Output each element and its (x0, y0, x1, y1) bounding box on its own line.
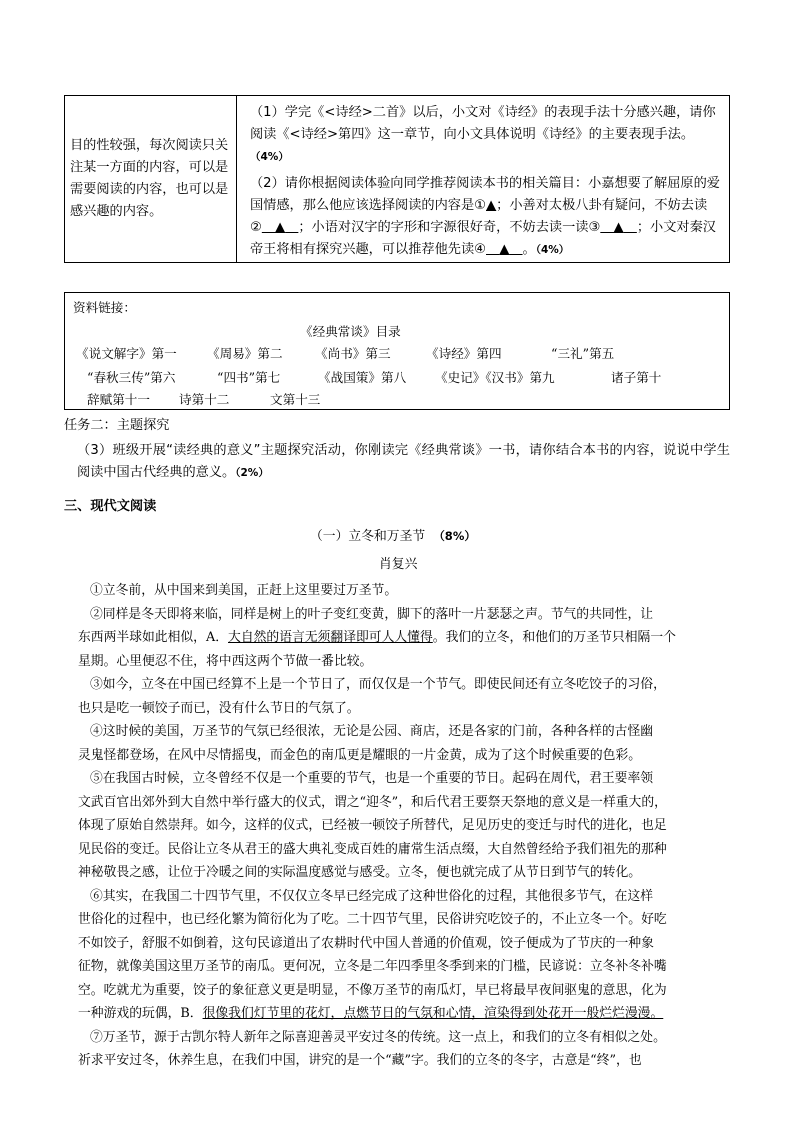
toc-item: 《周易》第二 (207, 346, 283, 361)
article-line: 一种游戏的玩偶，B．很像我们灯节里的花灯，点燃节日的气氛和心情，渲染得到处花开一般烂烂漫漫。 (78, 1006, 664, 1021)
article-line: ⑤在我国古时候，立冬曾经不仅是一个重要的节气，也是一个重要的节日。起码在周代，君王要率领 (90, 771, 654, 786)
toc-item: 《尚书》第三 (315, 346, 391, 361)
underlined-sentence-b: 很像我们灯节里的花灯，点燃节日的气氛和心情，渲染得到处花开一般烂烂漫漫。 (202, 1006, 664, 1021)
question-2-score: （4%） (535, 244, 570, 256)
article-line: ⑥其实，在我国二十四节气里，不仅仅立冬早已经完成了这种世俗化的过程，其他很多节气，在这样 (90, 889, 654, 904)
article-line: ②同样是冬天即将来临，同样是树上的叶子变红变黄，脚下的落叶一片瑟瑟之声。节气的共同性，让 (90, 607, 654, 622)
material-label: 资料链接： (73, 300, 136, 315)
article-line: ⑦万圣节，源于古凯尔特人新年之际喜迎善灵平安过冬的传统。这一点上，和我们的立冬有相似之处。 (90, 1030, 666, 1045)
blank-3[interactable]: ▲ (613, 220, 624, 235)
article-line: 星期。心里便忍不住，将中西这两个节做一番比较。 (78, 654, 373, 669)
article-score: （8%） (433, 529, 476, 543)
toc-item: 《说文解字》第一 (76, 346, 177, 361)
article-line: ③如今，立冬在中国已经算不上是一个节日了，而仅仅是一个节气。即使民间还有立冬吃饺子的习俗， (90, 677, 666, 692)
question-2: （2）请你根据阅读体验向同学推荐阅读本书的相关篇目：小嘉想要了解屈原的爱国情感，那么他应该选择阅读的内容是①▲；小善对太极八卦有疑问，不妨去读② ▲ ；小语对汉字的字形和字源很好奇，不妨去读一读③ ▲ ；小文对秦汉帝王将相有探究兴趣，可以推荐他先读④ ▲ 。（4%） (250, 176, 720, 257)
toc-item: 《史记》《汉书》第九 (435, 370, 555, 385)
article-line: ①立冬前，从中国来到美国，正赶上这里要过万圣节。 (90, 583, 398, 598)
article-line: 见民俗的变迁。民俗让立冬从君王的盛大典礼变成百姓的庸常生活点缀，大自然曾经给予我们祖先的那种 (78, 842, 667, 857)
article-line: 文武百官出郊外到大自然中举行盛大的仪式，谓之“迎冬”，和后代君王要祭天祭地的意义是一样重大的， (78, 795, 667, 810)
toc-item: 辞赋第十一 (87, 392, 150, 407)
question-1-score: （4%） (250, 151, 289, 163)
article-line: ④这时候的美国，万圣节的气氛已经很浓，无论是公园、商店，还是各家的门前，各种各样的古怪幽 (90, 724, 654, 739)
article-line: 世俗化的过程中，也已经化繁为简衍化为了吃。二十四节气里，民俗讲究吃饺子的，不止立冬一个。好吃 (78, 912, 667, 927)
blank-1[interactable]: ▲ (486, 198, 497, 213)
underlined-sentence-a: 大自然的语言无须翻译即可人人懂得 (228, 630, 433, 645)
toc-item: “四书”第七 (217, 370, 281, 385)
toc-item: 文第十三 (270, 392, 321, 407)
toc-item: 诸子第十 (611, 370, 662, 385)
article-line: 体现了原始自然崇拜。如今，这样的仪式，已经被一顿饺子所替代，足见历史的变迁与时代的进化，也足 (78, 818, 667, 833)
toc-item: 《诗经》第四 (426, 346, 502, 361)
toc-item: “春秋三传”第六 (87, 370, 176, 385)
article-line: 灵鬼怪都登场，在风中尽情摇曳，而金色的南瓜更是耀眼的一片金黄，成为了这个时候重要的色彩。 (78, 748, 642, 763)
reading-task-table (64, 95, 730, 263)
article-line: 祈求平安过冬，休养生息，在我们中国，讲究的是一个“藏”字。我们的立冬的冬字，古意是“终”，也 (78, 1053, 642, 1068)
question-3: （3）班级开展“读经典的意义”主题探究活动，你刚读完《经典常谈》一书，请你结合本书的内容，说说中学生阅读中国古代经典的意义。（2%） (77, 443, 730, 480)
material-box (64, 292, 730, 410)
blank-2[interactable]: ▲ (275, 220, 286, 235)
table-right-cell (237, 96, 729, 262)
article-line: 征物，就像美国这里万圣节的南瓜。更何况，立冬是二年四季里冬季到来的门槛，民谚说：立冬补冬补嘴 (78, 959, 667, 974)
article-title: （一）立冬和万圣节 （8%） (310, 529, 476, 544)
left-cell-text: 目的性较强，每次阅读只关注某一方面的内容，可以是需要阅读的内容，也可以是感兴趣的内容。 (70, 138, 229, 219)
article-line: 不如饺子，舒服不如倒着，这句民谚道出了农耕时代中国人普通的价值观，饺子便成为了节庆的一种象 (78, 936, 654, 951)
article-line: 东西两半球如此相似，A．大自然的语言无须翻译即可人人懂得。我们的立冬，和他们的万圣节只相隔一个 (78, 630, 676, 645)
task2-heading: 任务二：主题探究 (64, 418, 170, 433)
question-3-score: （2%） (235, 467, 269, 479)
toc-title: 《经典常谈》目录 (300, 324, 401, 339)
question-1: （1）学完《<诗经>二首》以后，小文对《诗经》的表现手法十分感兴趣，请你阅读《<诗经>第四》这一章节，向小文具体说明《诗经》的主要表现手法。 （4%） (250, 105, 716, 163)
toc-item: 《战国策》第八 (318, 370, 407, 385)
table-left-cell (65, 96, 237, 262)
toc-item: “三礼”第五 (551, 346, 615, 361)
article-line: 也只是吃一顿饺子而已，没有什么节日的气氛了。 (78, 701, 360, 716)
article-line: 空。吃就尤为重要，饺子的象征意义更是明显，不像万圣节的南瓜灯，早已将最早夜间驱鬼的意思，化为 (78, 983, 667, 998)
toc-item: 诗第十二 (179, 392, 230, 407)
article-author: 肖复兴 (379, 557, 418, 572)
blank-4[interactable]: ▲ (499, 242, 510, 257)
article-line: 神秘敬畏之感，让位于冷暖之间的实际温度感觉与感受。立冬，便也就完成了从节日到节气的转化。 (78, 865, 642, 880)
section3-heading: 三、现代文阅读 (64, 499, 157, 514)
